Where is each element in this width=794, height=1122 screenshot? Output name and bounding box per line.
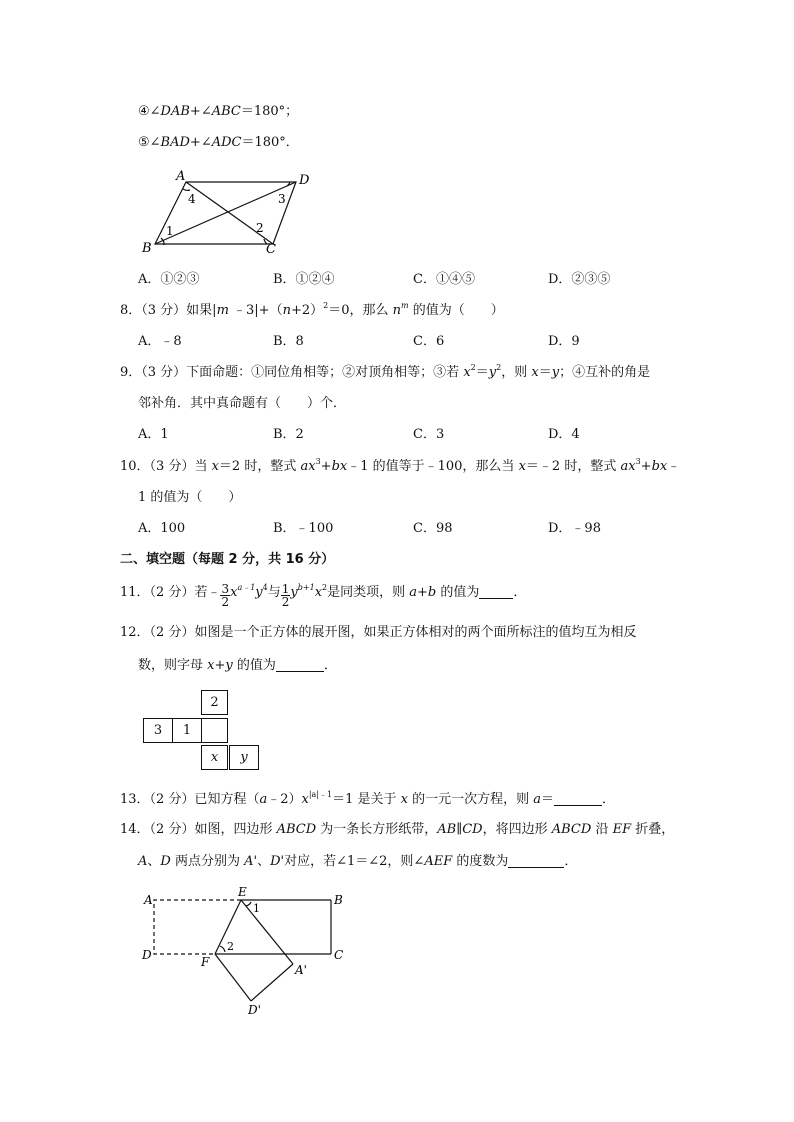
net-cell-blank <box>201 718 228 743</box>
q14-label-A-prime: A' <box>295 963 307 977</box>
q7-label-3: 3 <box>278 192 286 206</box>
q9-question-line2: 邻补角．其中真命题有（ ）个． <box>138 396 347 411</box>
q12-question-line2: 数，则字母 x+y 的值为 ． <box>138 658 337 673</box>
q7-label-1: 1 <box>166 224 174 238</box>
q9-option-c: C．3 <box>413 427 445 442</box>
q9-option-b: B．2 <box>273 427 304 442</box>
q12-question-line1: 12．（2 分）如图是一个正方体的展开图，如果正方体相对的两个面所标注的值均互为相反 <box>120 625 637 640</box>
q9-option-a: A．1 <box>138 427 169 442</box>
q9-question-line1: 9．（3 分）下面命题：①同位角相等；②对顶角相等；③若 $x^2=y^2$，则 x＝y；④互补的角是 <box>120 363 651 380</box>
q14-question-line2: A、D 两点分别为 A'、D'对应，若∠1＝∠2，则∠AEF 的度数为 ． <box>138 854 578 869</box>
q14-label-1: 1 <box>253 902 260 915</box>
q10-question-line1: 10．（3 分）当 x＝2 时，整式 $ax^3+bx﹣1$ 的值等于﹣100，那么当 x＝﹣2 时，整式 $ax^3+bx﹣$ <box>120 457 681 474</box>
q11-question: 11．（2 分）若﹣ $\frac{3}{2}$ $x^{a﹣1}y^4$与 $\frac{1}{2}$ $y^{b+1}x^2$是同类项，则 a+b 的值为 ． <box>120 582 527 609</box>
q14-label-D: D <box>142 948 152 962</box>
q14-question-line1: 14．（2 分）如图，四边形 ABCD 为一条长方形纸带，AB∥CD，将四边形 ABCD 沿 EF 折叠， <box>120 822 675 837</box>
q12-answer-blank[interactable] <box>276 657 324 672</box>
q8-option-a: A．﹣8 <box>138 334 182 349</box>
q7-label-D: D <box>299 173 310 188</box>
section-fill-in-title: 二、填空题（每题 2 分，共 16 分） <box>120 552 335 567</box>
q14-label-2: 2 <box>227 940 234 953</box>
q11-fraction-2: $\frac{1}{2}$ <box>281 582 290 609</box>
q8-option-b: B．8 <box>273 334 304 349</box>
q7-option-b: B．①②④ <box>273 272 335 287</box>
q7-option-d: D．②③⑤ <box>548 272 611 287</box>
q14-answer-blank[interactable] <box>508 853 564 868</box>
q14-label-B: B <box>334 893 343 907</box>
net-cell-y: y <box>229 745 259 770</box>
q10-option-a: A．100 <box>138 521 186 536</box>
q10-option-b: B．﹣100 <box>273 521 334 536</box>
q7-label-4: 4 <box>188 192 196 206</box>
net-cell-2: 2 <box>201 690 228 715</box>
q8-question: 8．（3 分）如果|m $﹣3|+(n+2)^2=0$，那么 $n^m$ 的值为（ ） <box>120 301 504 318</box>
q7-parallelogram-figure <box>136 165 326 257</box>
q13-answer-blank[interactable] <box>554 791 602 806</box>
q10-option-d: D．﹣98 <box>548 521 601 536</box>
q7-label-B: B <box>142 241 152 256</box>
q11-fraction-1: $\frac{3}{2}$ <box>221 582 230 609</box>
q14-label-A: A <box>144 893 153 907</box>
q14-label-F: F <box>201 955 210 969</box>
q11-answer-blank[interactable] <box>479 584 513 599</box>
q8-option-c: C．6 <box>413 334 445 349</box>
net-cell-x: x <box>201 745 228 770</box>
q14-label-E: E <box>238 885 247 899</box>
q8-option-d: D．9 <box>548 334 580 349</box>
q10-option-c: C．98 <box>413 521 453 536</box>
q7-label-2: 2 <box>256 221 264 235</box>
net-cell-1: 1 <box>172 718 202 743</box>
q7-option-c: C．①④⑤ <box>413 272 475 287</box>
q10-question-line2: 1 的值为（ ） <box>138 490 242 505</box>
q13-question: 13．（2 分）已知方程$(a﹣2)x^{|a|﹣1}=1$ 是关于 x 的一元一次方程，则 a＝ ． <box>120 790 616 807</box>
q7-statement-4: ④∠DAB+∠ABC＝180°； <box>138 104 299 119</box>
q7-label-A: A <box>176 169 186 184</box>
q7-statement-5: ⑤∠BAD+∠ADC＝180°． <box>138 135 299 150</box>
q14-label-D-prime: D' <box>248 1003 261 1017</box>
q7-label-C: C <box>266 242 276 257</box>
q9-option-d: D．4 <box>548 427 580 442</box>
q7-option-a: A．①②③ <box>138 272 200 287</box>
q14-label-C: C <box>334 948 344 962</box>
q14-folded-strip-figure <box>138 884 358 1018</box>
net-cell-3: 3 <box>143 718 173 743</box>
